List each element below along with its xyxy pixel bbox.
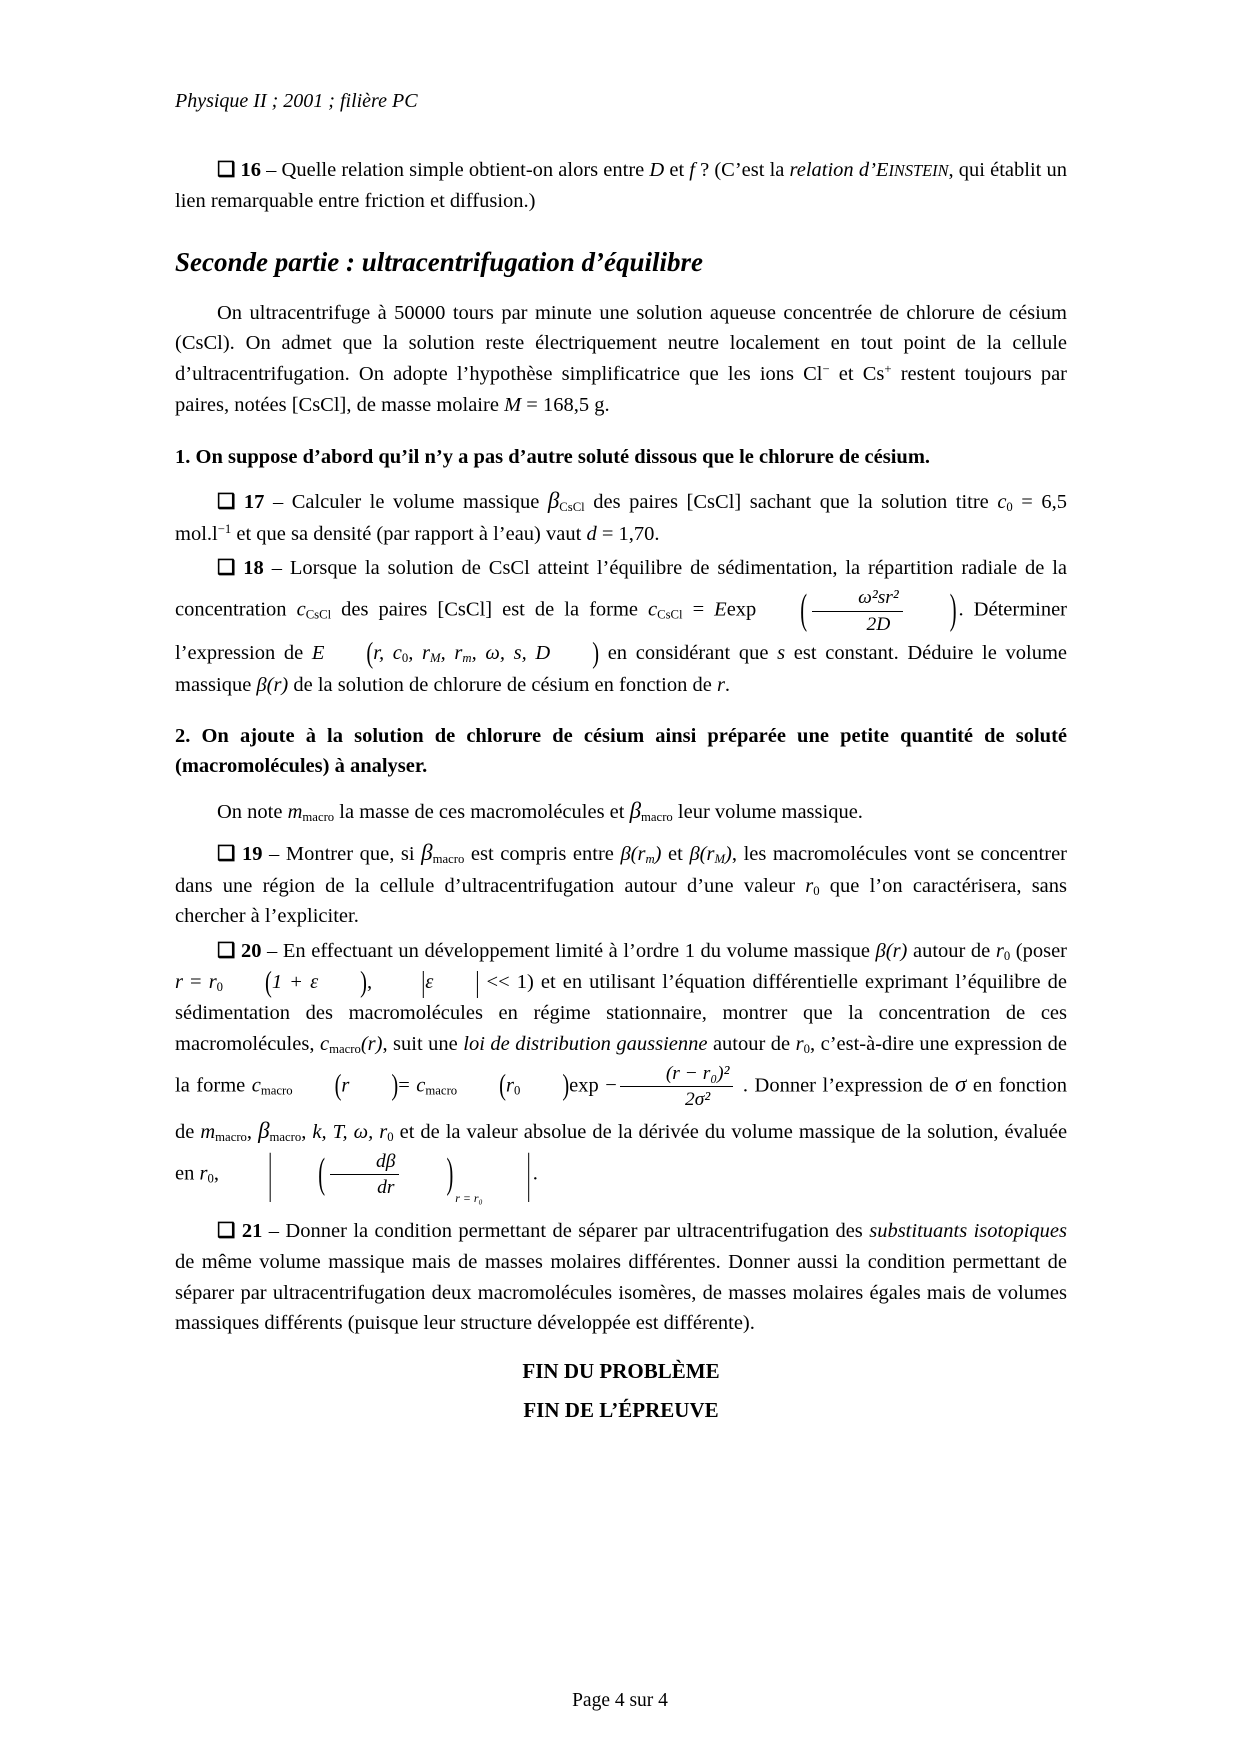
text-run: β(r xyxy=(620,843,646,866)
checkbox-icon: ❑ xyxy=(217,491,236,514)
text-run: , xyxy=(366,970,380,993)
text-run: macro xyxy=(302,809,335,824)
text-run: relation d’ xyxy=(789,159,876,181)
text-run: | xyxy=(475,966,480,999)
text-run: d xyxy=(586,522,597,545)
text-run: , r xyxy=(408,641,430,664)
text-run: c xyxy=(648,598,658,621)
text-run: | xyxy=(421,966,426,999)
text-run: substituants isotopiques xyxy=(869,1220,1068,1243)
document-header: Physique II ; 2001 ; filière PC xyxy=(175,90,418,112)
text-run: macro xyxy=(641,809,673,824)
text-run: , xyxy=(213,1162,225,1185)
text-run: ) xyxy=(391,1070,399,1103)
text-run: macro xyxy=(260,1083,293,1098)
text-run: – En effectuant un développement limité à l’ordre 1 du volume massique xyxy=(261,940,876,963)
text-run: autour de xyxy=(907,940,996,963)
section-title: Seconde partie : ultracentrifugation d’équilibre xyxy=(175,246,704,277)
text-run: r = r₀ xyxy=(455,1191,483,1206)
question-16 xyxy=(175,155,1067,217)
text-run: ) xyxy=(654,843,662,866)
text-run: = xyxy=(182,970,209,993)
text-run: β(r) xyxy=(256,673,289,696)
page-number: Page 4 sur 4 xyxy=(572,1690,668,1711)
text-run: . xyxy=(724,673,731,696)
text-run: 0 xyxy=(207,1171,214,1186)
text-run: , suit une xyxy=(382,1033,464,1056)
text-run: ( xyxy=(499,1070,506,1103)
text-run: ) xyxy=(949,587,957,633)
checkbox-icon: ❑ xyxy=(217,1220,236,1243)
text-run: et xyxy=(664,159,690,181)
text-run: ( xyxy=(318,1151,326,1197)
text-run: la masse de ces macromolécules et xyxy=(334,800,630,823)
text-run: exp xyxy=(726,598,757,621)
text-run: c xyxy=(296,598,306,621)
text-run: 0 xyxy=(216,979,224,994)
text-run: 0 xyxy=(387,1129,394,1144)
fraction: $\frac{d\beta}{dr}$ xyxy=(330,1150,399,1200)
text-run: – Montrer que, si xyxy=(262,843,422,866)
text-run: = 1,70. xyxy=(596,522,660,545)
text-run: exp − xyxy=(569,1074,617,1097)
intro-paragraph xyxy=(175,298,1067,421)
text-run: restent toujours par paires, notées [CsCl], de masse molaire xyxy=(175,363,1068,416)
text-run: m xyxy=(200,1120,216,1143)
text-run: M xyxy=(714,852,726,867)
text-run: | xyxy=(526,1144,531,1204)
text-run: , xyxy=(246,1120,259,1143)
text-run: β xyxy=(629,797,642,823)
question-21 xyxy=(175,1216,1067,1339)
checkbox-icon: ❑ xyxy=(217,843,236,866)
text-run: des paires [CsCl] est de la forme xyxy=(331,598,649,621)
text-run: r xyxy=(341,1074,350,1097)
question-19 xyxy=(175,836,1067,932)
text-run: . Donner l’expression de xyxy=(736,1074,956,1097)
part2-heading: 2. On ajoute à la solution de chlorure de césium ainsi préparée une petite quantité de soluté (macromolécules) à analyser. xyxy=(175,725,1067,777)
checkbox-icon: ❑ xyxy=(217,159,236,181)
text-run: c xyxy=(416,1074,426,1097)
text-run: m xyxy=(287,800,303,823)
text-run: . Déterminer l’expression de xyxy=(175,598,1068,664)
text-run: et que sa densité (par rapport à l’eau) vaut xyxy=(231,522,587,545)
text-run: c xyxy=(997,491,1007,514)
text-run: r xyxy=(995,940,1004,963)
text-run: r xyxy=(716,673,725,696)
fraction: $\frac{\text{ω²sr²}}{2D}$ xyxy=(812,586,903,636)
text-run: INSTEIN xyxy=(888,161,949,180)
text-run: de la solution de chlorure de césium en fonction de xyxy=(288,673,717,696)
text-run: + xyxy=(884,362,892,377)
text-run: en fonction de xyxy=(175,1074,1068,1143)
text-run: 20 xyxy=(235,940,262,963)
text-run: 18 xyxy=(235,557,264,580)
question-18 xyxy=(175,553,1067,700)
text-run: et Cs xyxy=(829,363,885,385)
question-17 xyxy=(175,484,1067,549)
text-run: , ω, s, D xyxy=(471,641,551,664)
text-run: et de la valeur absolue de la dérivée du volume massique de la solution, évaluée en xyxy=(175,1120,1068,1185)
text-run: β xyxy=(421,840,433,866)
text-run: 0 xyxy=(513,1083,521,1098)
text-run: 0 xyxy=(1003,949,1011,964)
checkbox-icon: ❑ xyxy=(217,940,236,963)
text-run: loi de distribution gaussienne xyxy=(463,1033,708,1056)
text-run: r xyxy=(505,1074,514,1097)
text-run: , les macromolécules vont se concentrer dans une région de la cellule d’ultracentrifugation autour d’une valeur xyxy=(175,843,1067,897)
text-run: leur volume massique. xyxy=(672,800,863,823)
text-run: – Lorsque la solution de CsCl atteint l’équilibre de sédimentation, la répartition radiale de la concentration xyxy=(175,557,1068,621)
text-run: 0 xyxy=(401,651,409,666)
text-run: ) xyxy=(360,966,367,999)
text-run: M xyxy=(504,393,522,416)
text-run: 0 xyxy=(803,1042,810,1057)
text-run: = 168,5 g. xyxy=(521,393,610,416)
text-run: ( xyxy=(265,966,272,999)
text-run: r xyxy=(795,1033,804,1056)
text-run: E xyxy=(311,641,325,664)
text-run: ε xyxy=(425,970,434,993)
text-run: On ultracentrifuge à 50000 tours par minute une solution aqueuse concentrée de chlorure de césium (CsCl). On admet que la solution reste électriquement neutre localement en tout point de la cellule d’ultracentrifugation. On adopte l’hypothèse simplificatrice que les ions Cl xyxy=(175,301,1067,385)
text-run: macro xyxy=(269,1129,302,1144)
text-run: r xyxy=(199,1162,208,1185)
text-run: macro xyxy=(432,852,465,867)
text-run: c xyxy=(251,1074,261,1097)
text-run: E xyxy=(714,598,727,621)
fraction: $\frac{\text{(r − r₀)²}}{\text{2σ²}}$ xyxy=(620,1062,734,1112)
text-run: est compris entre xyxy=(464,843,621,866)
checkbox-icon: ❑ xyxy=(217,557,236,580)
text-run: CsCl xyxy=(305,607,332,622)
text-run: r xyxy=(175,970,183,993)
text-run: = 6,5 mol.l xyxy=(175,491,1068,545)
text-run: 0 xyxy=(1006,500,1013,515)
text-run: β(r xyxy=(689,843,715,866)
text-run: ( xyxy=(334,1070,342,1103)
question-20 xyxy=(175,936,1067,1208)
text-run: , r xyxy=(440,641,463,664)
text-run: r xyxy=(805,874,814,897)
text-run: β xyxy=(547,488,560,514)
text-run: que l’on caractérisera, sans chercher à l’expliciter. xyxy=(175,874,1067,928)
text-run: −1 xyxy=(217,521,232,536)
text-run: On note xyxy=(217,800,288,823)
text-run: | xyxy=(268,1144,273,1204)
text-run: D xyxy=(649,159,665,181)
text-run: 16 xyxy=(235,159,262,181)
text-run: (poser xyxy=(1010,940,1067,963)
text-run: , c’est-à-dire une expression de la forme xyxy=(175,1033,1067,1097)
text-run: 1 + ε xyxy=(271,970,319,993)
text-run: 0 xyxy=(813,883,820,898)
text-run: est constant. Déduire le volume massique xyxy=(175,641,1068,696)
text-run: 19 xyxy=(235,843,263,866)
text-run: r xyxy=(208,970,217,993)
note-paragraph xyxy=(175,794,1067,828)
text-run: 17 xyxy=(235,491,265,514)
text-run: macro xyxy=(329,1042,361,1057)
text-run: f xyxy=(689,159,695,181)
text-run: β(r) xyxy=(875,940,908,963)
text-run: CsCl xyxy=(559,500,585,515)
text-run: β xyxy=(258,1117,270,1143)
text-run: ( xyxy=(366,637,374,670)
text-run: CsCl xyxy=(657,607,683,622)
text-run: s xyxy=(777,641,786,664)
text-run: – Quelle relation simple obtient-on alors entre xyxy=(261,159,650,181)
text-run: . xyxy=(532,1162,538,1185)
part1-heading: 1. On suppose d’abord qu’il n’y a pas d’autre soluté dissous que le chlorure de césium. xyxy=(175,445,931,468)
text-run: en considérant que xyxy=(599,641,778,664)
text-run: macro xyxy=(215,1129,247,1144)
fin-de-epreuve-label: FIN DE L’ÉPREUVE xyxy=(523,1398,719,1423)
text-run: et xyxy=(661,843,690,866)
text-run: ? (C’est la xyxy=(694,159,790,181)
text-run: 21 xyxy=(235,1220,263,1243)
text-run: E xyxy=(875,159,889,181)
text-run: << 1) et en utilisant l’équation différentielle exprimant l’équilibre de sédimentation des macromolécules en régime stationnaire, montrer que la concentration de ces macromolécules, xyxy=(175,970,1067,1056)
text-run: m xyxy=(645,852,655,867)
text-run: – Donner la condition permettant de séparer par ultracentrifugation des xyxy=(262,1220,870,1243)
text-run: autour de xyxy=(707,1033,796,1056)
text-run: r xyxy=(379,1120,388,1143)
text-run: ) xyxy=(562,1070,570,1103)
text-run: ) xyxy=(725,843,732,866)
text-run: (r) xyxy=(360,1033,383,1056)
text-run: M xyxy=(430,651,441,666)
fin-du-probleme-label: FIN DU PROBLÈME xyxy=(522,1359,720,1384)
text-run: = xyxy=(398,1074,417,1097)
text-run: σ xyxy=(955,1071,967,1097)
text-run: = xyxy=(682,598,715,621)
page-content xyxy=(175,90,1067,1423)
text-run: c xyxy=(319,1033,330,1056)
text-run: , xyxy=(301,1120,313,1143)
text-run: k, T, ω, xyxy=(312,1120,374,1143)
text-run: de même volume massique mais de masses molaires différentes. Donner aussi la condition permettant de séparer par ultracentrifugation deux macromolécules isomères, de masses molaires égales mais de volumes massiques différents (puisque leur structure développée est différente). xyxy=(175,1250,1067,1335)
text-run: macro xyxy=(425,1083,458,1098)
text-run: – Calculer le volume massique xyxy=(264,491,548,514)
text-run: ( xyxy=(800,587,808,633)
text-run: r, c xyxy=(373,641,402,664)
text-run: des paires [CsCl] sachant que la solution titre xyxy=(584,491,998,514)
text-run: ) xyxy=(446,1151,454,1197)
text-run: ) xyxy=(592,637,600,670)
text-run: − xyxy=(822,362,830,377)
text-run: , qui établit un lien remarquable entre friction et diffusion.) xyxy=(175,159,1068,212)
text-run: m xyxy=(462,651,472,666)
